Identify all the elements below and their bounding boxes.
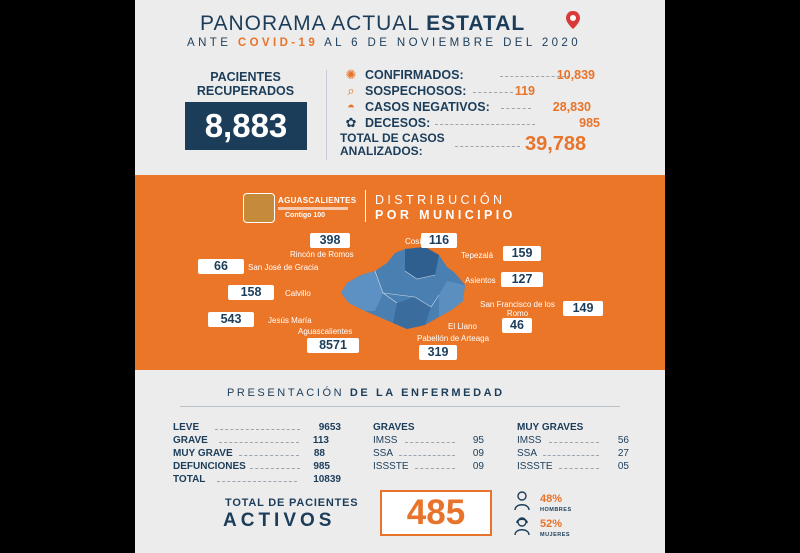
stat-label-confirmed: CONFIRMADOS:	[365, 68, 464, 82]
recovered-label: PACIENTES RECUPERADOS	[196, 70, 295, 98]
total-analyzed-value: 39,788	[525, 133, 587, 155]
muni-label-jesus-maria: Jesús María	[268, 316, 312, 325]
leader-dots	[215, 429, 300, 430]
infographic-sheet	[135, 0, 665, 553]
women-percentage: 52%	[540, 518, 563, 530]
muy-graves-heading: MUY GRAVES	[517, 422, 584, 433]
map-region-west	[341, 271, 383, 311]
state-pin-icon	[563, 10, 583, 30]
muni-value-el-llano: 46	[502, 318, 532, 333]
stat-value-deaths: 985	[579, 116, 600, 130]
severity-label: DEFUNCIONES	[173, 461, 246, 472]
presentation-title: PRESENTACIÓN DE LA ENFERMEDAD	[227, 387, 505, 399]
recovered-value: 8,883	[185, 102, 307, 150]
muni-value-calvillo: 158	[228, 285, 274, 300]
leader-dots	[399, 455, 455, 456]
muy-graves-value: 56	[617, 435, 629, 446]
severity-label: LEVE	[173, 422, 200, 433]
graves-value: 95	[472, 435, 484, 446]
virus-icon: ✺	[345, 67, 357, 82]
band-divider	[365, 190, 366, 222]
search-icon: ⌕	[347, 83, 355, 98]
header-divider	[326, 70, 327, 160]
severity-value: 113	[312, 435, 329, 446]
severity-value: 985	[313, 461, 330, 472]
muni-label-aguascalientes: Aguascalientes	[298, 327, 353, 336]
active-label-bottom: ACTIVOS	[223, 510, 336, 531]
distribution-subtitle: POR MUNICIPIO	[375, 208, 516, 222]
stat-label-negative: CASOS NEGATIVOS:	[365, 100, 490, 114]
muni-value-san-francisco-de-los-romo: 149	[563, 301, 603, 316]
state-coat-of-arms-icon	[243, 193, 275, 223]
leader-dots	[455, 146, 520, 147]
muni-value-aguascalientes: 8571	[307, 338, 359, 353]
muni-label-cosio: Cosío	[405, 237, 426, 246]
active-label-top: TOTAL DE PACIENTES	[225, 497, 359, 509]
women-label: MUJERES	[540, 532, 571, 538]
leader-dots	[543, 455, 599, 456]
woman-icon	[513, 516, 531, 536]
severity-label: MUY GRAVE	[173, 448, 233, 459]
muy-graves-label: ISSSTE	[517, 461, 553, 472]
leader-dots	[549, 442, 599, 443]
muni-label-el-llano: El Llano	[448, 322, 477, 331]
muni-value-tepezala: 159	[503, 246, 541, 261]
stat-label-deaths: DECESOS:	[365, 116, 431, 130]
muy-graves-value: 27	[617, 448, 629, 459]
muni-label-calvillo: Calvillo	[285, 289, 311, 298]
muni-value-rincon-de-romos: 398	[310, 233, 350, 248]
muni-value-san-jose-de-gracia: 66	[198, 259, 244, 274]
muy-graves-label: IMSS	[517, 435, 542, 446]
muni-label-asientos: Asientos	[465, 276, 496, 285]
muni-label-pabellon-de-arteaga: Pabellón de Arteaga	[417, 334, 490, 343]
active-value: 485	[380, 490, 492, 536]
muy-graves-value: 05	[617, 461, 629, 472]
graves-label: IMSS	[373, 435, 398, 446]
severity-label: GRAVE	[173, 435, 208, 446]
presentation-divider	[180, 406, 620, 407]
leader-dots	[559, 468, 599, 469]
graves-value: 09	[472, 448, 484, 459]
men-label: HOMBRES	[540, 507, 572, 513]
severity-value: 88	[313, 448, 325, 459]
graves-label: SSA	[373, 448, 394, 459]
graves-label: ISSSTE	[373, 461, 409, 472]
page-title: PANORAMA ACTUAL ESTATAL	[200, 12, 526, 35]
mask-icon: ◓	[347, 99, 355, 114]
leader-dots	[405, 442, 455, 443]
muni-value-cosio: 116	[421, 233, 457, 248]
muy-graves-label: SSA	[517, 448, 538, 459]
severity-value: 9653	[318, 422, 341, 433]
logo-divider	[278, 207, 348, 210]
leader-dots	[415, 468, 455, 469]
severity-value: 10839	[313, 474, 341, 485]
ribbon-icon: ✿	[345, 115, 357, 130]
man-icon	[513, 491, 531, 511]
stat-value-negative: 28,830	[552, 100, 591, 114]
leader-dots	[435, 124, 535, 125]
total-analyzed-label: TOTAL DE CASOS ANALIZADOS:	[340, 131, 445, 158]
muni-label-tepezala: Tepezalá	[461, 251, 494, 260]
muni-label-san-jose-de-gracia: San José de Gracia	[248, 263, 319, 272]
page-subtitle: ANTE COVID-19 AL 6 DE NOVIEMBRE DEL 2020	[187, 37, 582, 49]
muni-value-jesus-maria: 543	[208, 312, 254, 327]
muni-value-pabellon-de-arteaga: 319	[419, 345, 457, 360]
leader-dots	[217, 481, 297, 482]
leader-dots	[219, 442, 299, 443]
stat-value-suspected: 119	[514, 84, 535, 98]
logo-tagline: Contigo 100	[285, 212, 326, 219]
distribution-title: DISTRIBUCIÓN	[375, 193, 506, 207]
stat-label-suspected: SOSPECHOSOS:	[365, 84, 467, 98]
muni-value-asientos: 127	[501, 272, 543, 287]
stat-value-confirmed: 10,839	[556, 68, 595, 82]
graves-heading: GRAVES	[373, 422, 415, 433]
severity-label: TOTAL	[173, 474, 206, 485]
muni-label-rincon-de-romos: Rincón de Romos	[290, 250, 354, 259]
men-percentage: 48%	[540, 493, 563, 505]
logo-state-name: AGUASCALIENTES	[278, 196, 357, 205]
muni-label-san-francisco-de-los-romo: San Francisco de los Romo	[480, 300, 555, 318]
graves-value: 09	[472, 461, 484, 472]
